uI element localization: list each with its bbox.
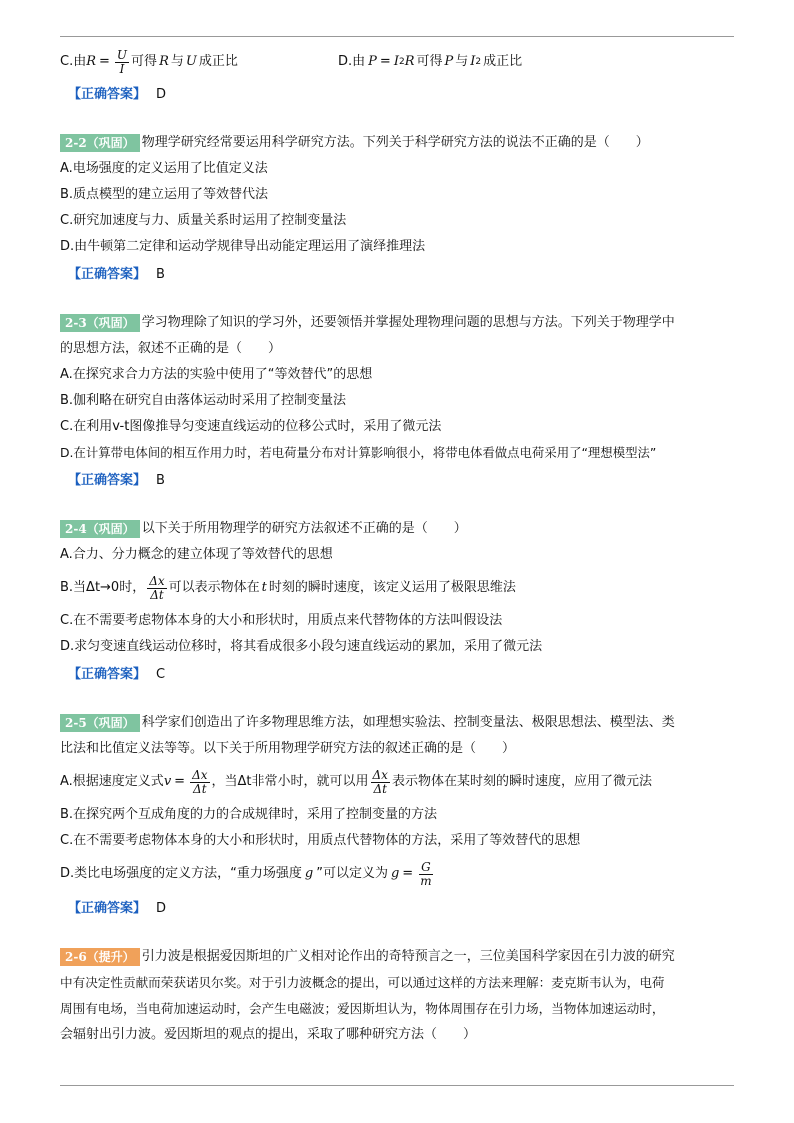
answer-value: B bbox=[156, 267, 165, 282]
option-d: D.求匀变速直线运动位移时，将其看成很多小段匀速直线运动的累加，采用了微元法 bbox=[60, 639, 543, 654]
option-d-mid: ”可以定义为 bbox=[316, 866, 388, 881]
option-a bbox=[60, 762, 734, 802]
option-b: B.在探究两个互成角度的力的合成规律时，采用了控制变量的方法 bbox=[60, 807, 438, 822]
answer-label: 【正确答案】 bbox=[68, 267, 147, 282]
fraction-numerator: G bbox=[421, 859, 431, 874]
fraction-numerator: Δx bbox=[192, 767, 208, 782]
q1-d-tail: 成正比 bbox=[483, 54, 523, 69]
option-b-post: 时刻的瞬时速度，该定义运用了极限思维法 bbox=[268, 580, 516, 595]
option-b bbox=[60, 568, 734, 608]
q1-d-i2: I bbox=[470, 54, 476, 69]
option-b-prefix: B.当Δt→0时， bbox=[60, 580, 146, 595]
question-stem-line3: 周围有电场，当电荷加速运动时，会产生电磁波；爱因斯坦认为，物体周围存在引力场，当物体加速运动时， bbox=[60, 1001, 665, 1016]
question-stem-line2: 的思想方法，叙述不正确的是（ ） bbox=[60, 341, 282, 356]
option-d: D.在计算带电体间的相互作用力时，若电荷量分布对计算影响很小，将带电体看做点电荷采用了“理想模型法” bbox=[60, 445, 657, 460]
q1-d-p2: P bbox=[444, 54, 454, 69]
answer-value: D bbox=[156, 901, 167, 916]
q1-c-mid1: 可得 bbox=[131, 54, 158, 69]
question-stem-line2: 中有决定性贡献而荣获诺贝尔奖。对于引力波概念的提出，可以通过这样的方法来理解：麦克斯韦认为，电荷 bbox=[60, 975, 665, 990]
question-header bbox=[60, 710, 734, 736]
top-rule bbox=[60, 36, 734, 37]
q1-d-prefix: D.由 bbox=[338, 54, 366, 69]
question-header bbox=[60, 516, 734, 542]
answer-value: D bbox=[156, 87, 167, 102]
option-c: C.在不需要考虑物体本身的大小和形状时，用质点代替物体的方法，采用了等效替代的思想 bbox=[60, 833, 581, 848]
q1-d-exp: 2 bbox=[398, 57, 405, 67]
option-d-eq: = bbox=[402, 866, 414, 881]
question-header bbox=[60, 944, 734, 970]
question-stem-line1: 引力波是根据爱因斯坦的广义相对论作出的奇特预言之一，三位美国科学家因在引力波的研究 bbox=[141, 949, 675, 964]
q1-option-c bbox=[60, 49, 338, 76]
q1-d-eq: = bbox=[379, 54, 391, 69]
q1-c-u2: U bbox=[185, 54, 197, 69]
answer-label: 【正确答案】 bbox=[68, 473, 147, 488]
option-b: B.伽利略在研究自由落体运动时采用了控制变量法 bbox=[60, 393, 347, 408]
fraction-numerator: Δx bbox=[149, 573, 165, 588]
question-tag: 2-2（巩固） bbox=[60, 134, 140, 152]
q1-c-den: I bbox=[119, 61, 125, 76]
fraction-denominator: Δt bbox=[150, 587, 164, 602]
option-b-mid: 可以表示物体在 bbox=[168, 580, 260, 595]
question-answer bbox=[60, 468, 734, 494]
option-a: A.在探究求合力方法的实验中使用了“等效替代”的思想 bbox=[60, 367, 373, 382]
option-d-fraction bbox=[418, 861, 433, 888]
q1-d-r: R bbox=[404, 54, 415, 69]
question-stem: 以下关于所用物理学的研究方法叙述不正确的是（ ） bbox=[141, 521, 467, 536]
q1-d-i: I bbox=[393, 54, 399, 69]
question-header bbox=[60, 310, 734, 336]
q1-c-var-r: R bbox=[86, 54, 97, 69]
bottom-rule bbox=[60, 1085, 734, 1086]
question-header bbox=[60, 130, 734, 156]
question-tag: 2-3（巩固） bbox=[60, 314, 140, 332]
question-answer bbox=[60, 896, 734, 922]
option-b-fraction bbox=[147, 575, 166, 602]
option-d: D.由牛顿第二定律和运动学规律导出动能定理运用了演绎推理法 bbox=[60, 239, 426, 254]
option-a-eq: = bbox=[174, 774, 186, 789]
q1-d-exp2: 2 bbox=[475, 57, 482, 67]
q1-option-d bbox=[338, 49, 522, 75]
question-2-4 bbox=[60, 516, 734, 688]
option-d-g: g bbox=[304, 866, 314, 881]
option-d bbox=[60, 854, 734, 894]
question-tag: 2-6（提升） bbox=[60, 948, 140, 966]
option-a-fraction-1 bbox=[190, 769, 209, 796]
option-c: C.在不需要考虑物体本身的大小和形状时，用质点来代替物体的方法叫假设法 bbox=[60, 613, 503, 628]
q1-c-prefix: C.由 bbox=[60, 54, 87, 69]
option-d-prefix: D.类比电场强度的定义方法，“重力场强度 bbox=[60, 866, 302, 881]
option-b: B.质点模型的建立运用了等效替代法 bbox=[60, 187, 269, 202]
question-2-5 bbox=[60, 710, 734, 922]
q1-c-r2: R bbox=[159, 54, 169, 69]
question-tag: 2-5（巩固） bbox=[60, 714, 140, 732]
question-2-6 bbox=[60, 944, 734, 1048]
option-a-v: v bbox=[163, 774, 172, 789]
question-2-2 bbox=[60, 130, 734, 288]
question-answer bbox=[60, 662, 734, 688]
fraction-numerator: Δx bbox=[372, 767, 388, 782]
q1-c-tail: 成正比 bbox=[198, 54, 238, 69]
option-a-post: 表示物体在某时刻的瞬时速度，应用了微元法 bbox=[391, 774, 652, 789]
fraction-denominator: m bbox=[420, 873, 432, 888]
question-stem-line4: 会辐射出引力波。爱因斯坦的观点的提出，采取了哪种研究方法（ ） bbox=[60, 1027, 477, 1042]
option-a: A.电场强度的定义运用了比值定义法 bbox=[60, 161, 268, 176]
option-c: C.研究加速度与力、质量关系时运用了控制变量法 bbox=[60, 213, 347, 228]
option-d-g2: g bbox=[390, 866, 400, 881]
answer-label: 【正确答案】 bbox=[68, 667, 147, 682]
option-a-fraction-2 bbox=[371, 769, 390, 796]
option-a-mid: ，当Δt非常小时，就可以用 bbox=[211, 774, 369, 789]
q1-answer bbox=[60, 82, 734, 108]
question-tag: 2-4（巩固） bbox=[60, 520, 140, 538]
question-stem: 物理学研究经常要运用科学研究方法。下列关于科学研究方法的说法不正确的是（ ） bbox=[141, 135, 649, 150]
option-a-prefix: A.根据速度定义式 bbox=[60, 774, 164, 789]
q1-d-p: P bbox=[368, 54, 377, 69]
option-c: C.在利用v-t图像推导匀变速直线运动的位移公式时，采用了微元法 bbox=[60, 419, 442, 434]
answer-value: B bbox=[156, 473, 165, 488]
question-stem-line1: 学习物理除了知识的学习外，还要领悟并掌握处理物理问题的思想与方法。下列关于物理学中 bbox=[141, 315, 675, 330]
question-stem-line1: 科学家们创造出了许多物理思维方法，如理想实验法、控制变量法、极限思想法、模型法、类 bbox=[141, 715, 675, 730]
page-content bbox=[60, 44, 734, 1048]
question-answer bbox=[60, 262, 734, 288]
q1-options-row bbox=[60, 44, 734, 80]
q1-c-eq: = bbox=[99, 54, 110, 69]
q1-d-mid1: 可得 bbox=[416, 54, 443, 69]
q1-d-mid2: 与 bbox=[455, 54, 469, 69]
q1-c-num: U bbox=[116, 47, 128, 62]
question-stem-line2: 比法和比值定义法等等。以下关于所用物理学研究方法的叙述正确的是（ ） bbox=[60, 741, 516, 756]
answer-label: 【正确答案】 bbox=[68, 901, 147, 916]
answer-label: 【正确答案】 bbox=[68, 87, 147, 102]
q1-c-fraction bbox=[115, 49, 129, 76]
q1-c-mid2: 与 bbox=[170, 54, 184, 69]
option-b-t: t bbox=[261, 580, 267, 595]
fraction-denominator: Δt bbox=[193, 781, 207, 796]
fraction-denominator: Δt bbox=[373, 781, 387, 796]
question-2-3 bbox=[60, 310, 734, 494]
answer-value: C bbox=[156, 667, 166, 682]
option-a: A.合力、分力概念的建立体现了等效替代的思想 bbox=[60, 547, 333, 562]
